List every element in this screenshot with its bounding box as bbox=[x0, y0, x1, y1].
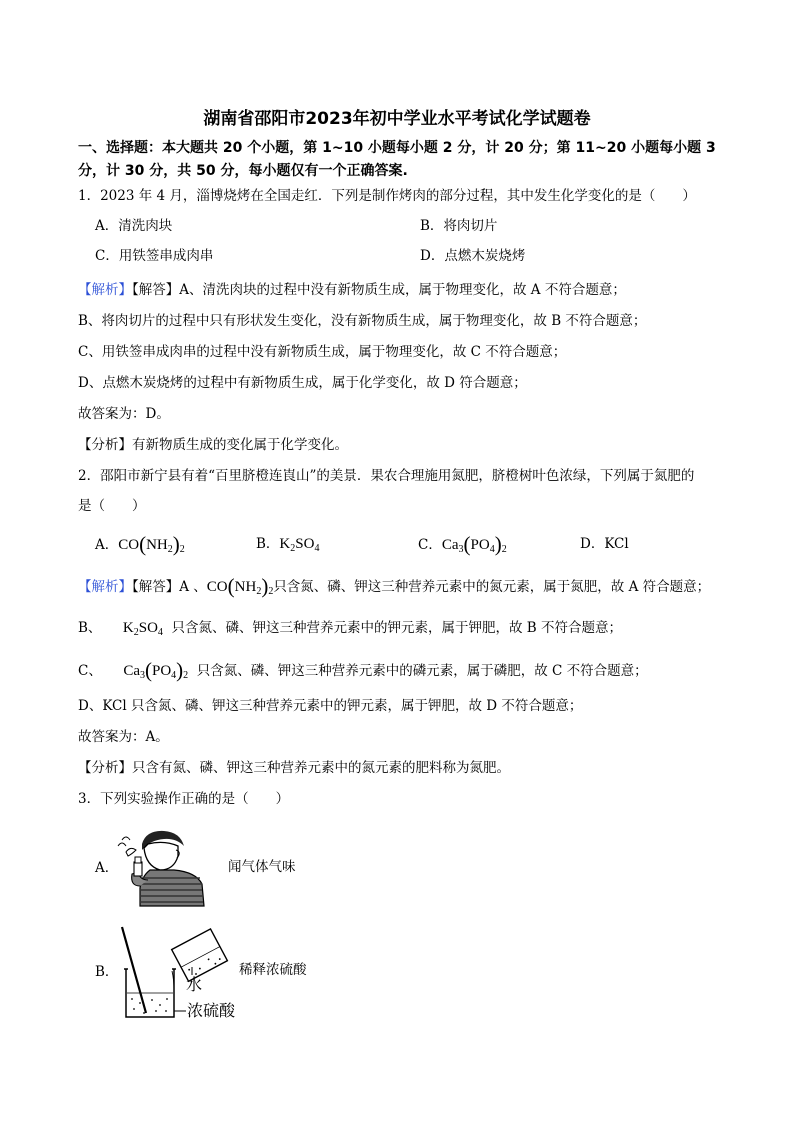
smelling-gas-illustration bbox=[112, 826, 212, 908]
q2-option-a-letter: A． bbox=[95, 537, 119, 553]
q2-conclusion: 故答案为：A。 bbox=[78, 729, 169, 745]
q2-analysis: 【分析】只含有氮、磷、钾这三种营养元素中的氮元素的肥料称为氮肥。 bbox=[78, 760, 510, 776]
q2-answer-line4: D、KCl 只含氮、磷、钾这三种营养元素中的钾元素，属于钾肥，故 D 不符合题意； bbox=[78, 698, 583, 714]
q1-answer-line1 bbox=[78, 280, 626, 300]
q2-answer-line3: C、 $Ca_3(PO_4)_2$ 只含氮、磷、钾这三种营养元素中的磷元素，属于磷肥，故 C 不符合题意； bbox=[78, 658, 648, 682]
q2-answer-line2: B、 $K_2SO_4$ 只含氮、磷、钾这三种营养元素中的钾元素，属于钾肥，故 B 不符合题意； bbox=[78, 620, 623, 638]
analysis-tag: 【解析】 bbox=[78, 579, 132, 595]
q2-stem-line1: 2．邵阳市新宁县有着“百里脐橙连崀山”的美景．果农合理施用氮肥，脐橙树叶色浓绿，下列属于氮肥的 bbox=[78, 468, 695, 484]
q2-answer-line1: 【解析】【解答】A 、$CO(NH_2)_2$只含氮、磷、钾这三种营养元素中的氮元素，属于氮肥，故 A 符合题意； bbox=[78, 574, 711, 598]
q2-option-d: D．KCl bbox=[580, 536, 629, 552]
section-heading-line1: 一、选择题：本大题共 20 个小题，第 1~10 小题每小题 2 分，计 20 分；第 11~20 小题每小题 3 bbox=[78, 140, 716, 156]
q1-option-a: A．清洗肉块 bbox=[95, 218, 173, 234]
q1-answer-text1: 【解答】A、清洗肉块的过程中没有新物质生成，属于物理变化，故 A 不符合题意； bbox=[132, 282, 626, 298]
q3-option-a-letter: A． bbox=[95, 860, 119, 876]
q3-option-b-caption: 稀释浓硫酸 bbox=[239, 962, 307, 978]
q1-answer-line2: B、将肉切片的过程中只有形状发生变化，没有新物质生成，属于物理变化，故 B 不符合题意； bbox=[78, 313, 647, 329]
formula-urea: $CO(NH_2)_2$ bbox=[118, 532, 185, 556]
section-heading-line2: 分，计 30 分，共 50 分，每小题仅有一个正确答案. bbox=[78, 163, 408, 179]
q1-answer-line4: D、点燃木炭烧烤的过程中有新物质生成，属于化学变化，故 D 符合题意； bbox=[78, 375, 527, 391]
formula-calcium-phosphate: $Ca_3(PO_4)_2$ bbox=[441, 532, 507, 556]
formula-potassium-sulfate: $K_2SO_4$ bbox=[122, 620, 163, 638]
q2-option-c-letter: C． bbox=[418, 537, 442, 553]
label-concentrated-acid: 浓硫酸 bbox=[187, 1001, 236, 1020]
q1-analysis: 【分析】有新物质生成的变化属于化学变化。 bbox=[78, 437, 348, 453]
q2-option-b-letter: B． bbox=[256, 536, 280, 552]
page-title: 湖南省邵阳市2023年初中学业水平考试化学试题卷 bbox=[203, 109, 591, 129]
q3-stem: 3．下列实验操作正确的是（ ） bbox=[78, 791, 290, 807]
q2-stem-line2: 是（ ） bbox=[78, 498, 146, 514]
q1-conclusion: 故答案为：D。 bbox=[78, 406, 170, 422]
q1-option-b: B．将肉切片 bbox=[420, 218, 498, 234]
q1-option-c: C．用铁签串成肉串 bbox=[95, 248, 214, 264]
q3-option-a-caption: 闻气体气味 bbox=[228, 859, 296, 875]
q1-answer-line3: C、用铁签串成肉串的过程中没有新物质生成，属于物理变化，故 C 不符合题意； bbox=[78, 344, 567, 360]
q2-option-c bbox=[418, 534, 507, 560]
q1-stem: 1．2023 年 4 月，淄博烧烤在全国走红．下列是制作烤肉的部分过程，其中发生化学变化的是（ ） bbox=[78, 188, 696, 204]
q2-option-b bbox=[256, 534, 319, 559]
formula-potassium-sulfate: $K_2SO_4$ bbox=[279, 536, 320, 554]
label-water: 水 bbox=[186, 975, 203, 994]
q1-option-d: D．点燃木炭烧烤 bbox=[420, 248, 526, 264]
q3-option-b-letter: B． bbox=[95, 964, 119, 980]
liquid-dots bbox=[131, 998, 168, 1014]
formula-urea: $CO(NH_2)_2$ bbox=[206, 574, 274, 598]
formula-calcium-phosphate: $Ca_3(PO_4)_2$ bbox=[123, 658, 189, 682]
analysis-tag: 【解析】 bbox=[78, 282, 132, 298]
q2-option-a bbox=[95, 534, 185, 560]
